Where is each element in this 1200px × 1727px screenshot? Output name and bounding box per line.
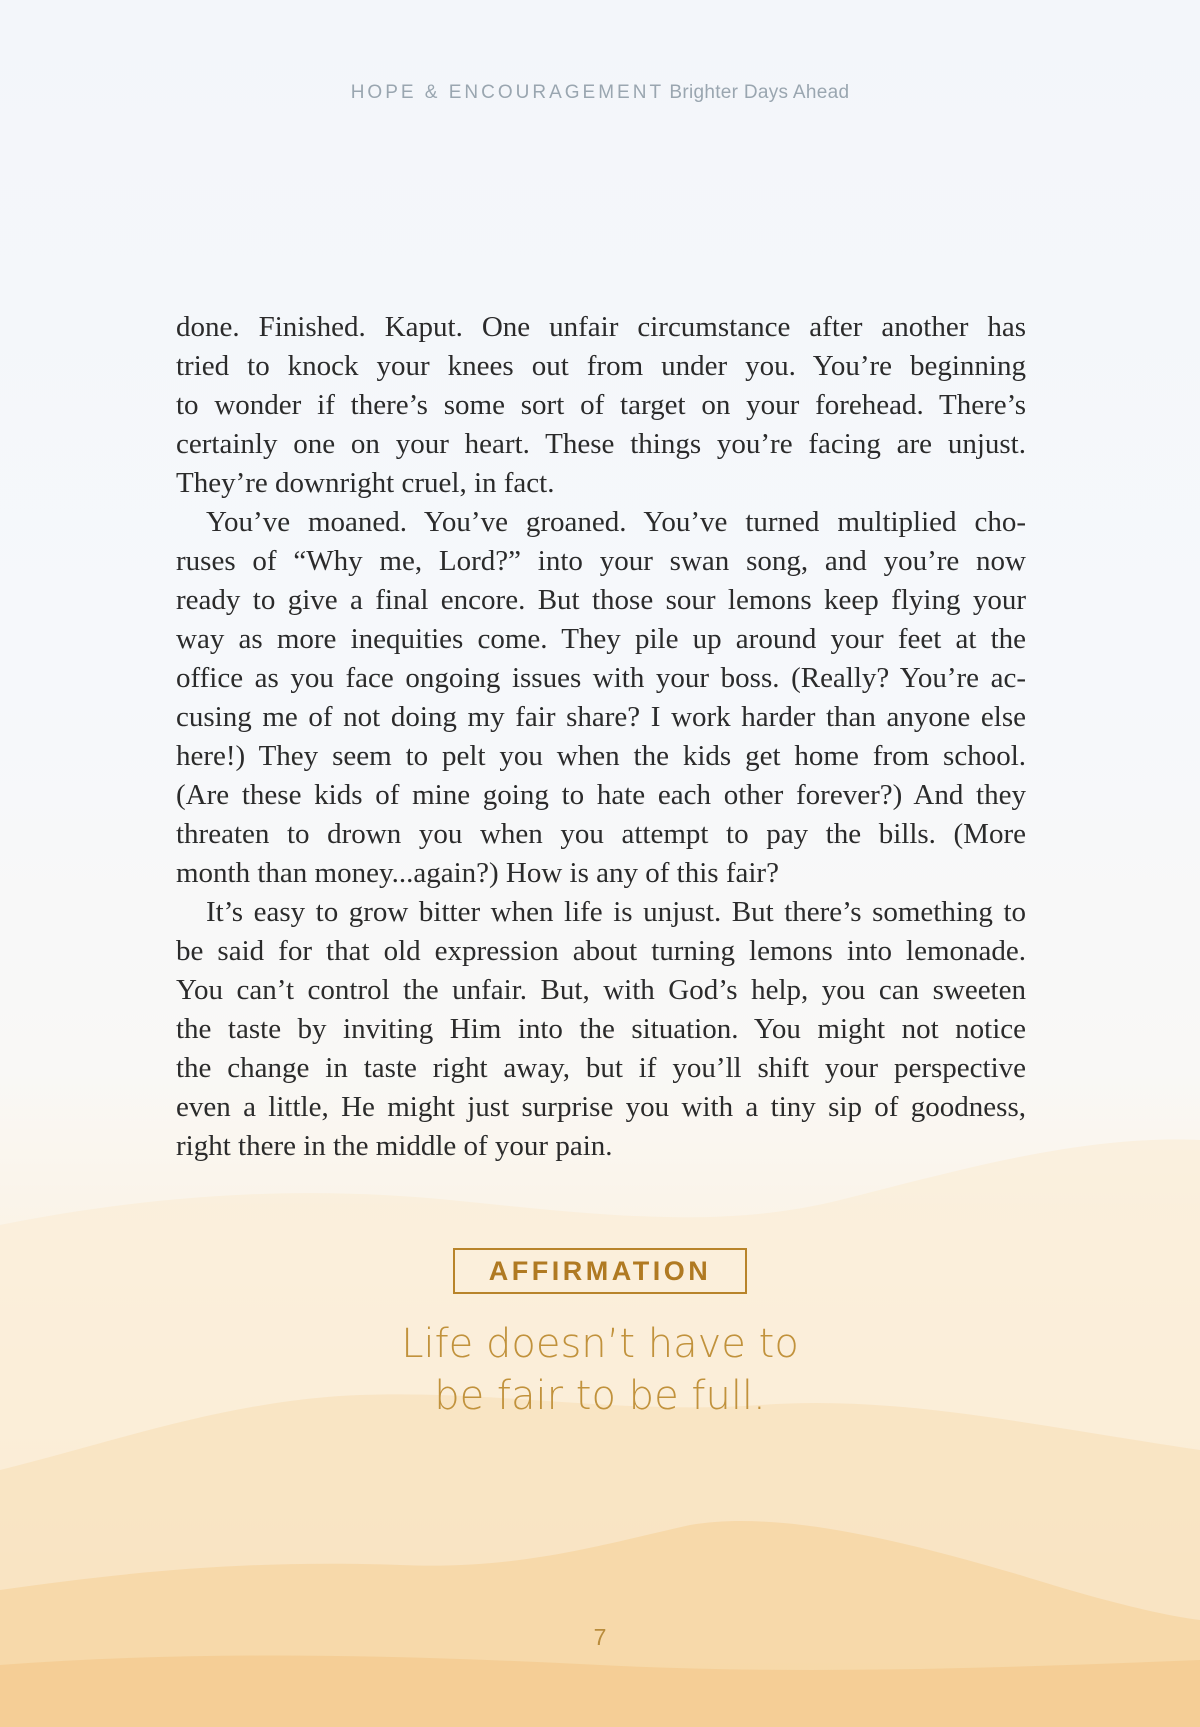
affirmation-quote-line: be fair to be full.	[434, 1373, 766, 1419]
text-line: ready to give a final encore. But those sour lemons keep flying your	[176, 584, 1026, 616]
text-line: They’re downright cruel, in fact.	[176, 467, 555, 499]
affirmation-label: AFFIRMATION	[453, 1248, 747, 1294]
text-line: to wonder if there’s some sort of target on your forehead. There’s	[176, 389, 1026, 421]
text-line: certainly one on your heart. These things you’re facing are unjust.	[176, 428, 1026, 460]
text-line: (Are these kids of mine going to hate each other forever?) And they	[176, 779, 1026, 811]
text-line: ruses of “Why me, Lord?” into your swan song, and you’re now	[176, 545, 1026, 577]
text-line: You’ve moaned. You’ve groaned. You’ve turned multiplied cho-	[206, 506, 1026, 538]
text-line: month than money...again?) How is any of this fair?	[176, 857, 779, 889]
text-line: be said for that old expression about turning lemons into lemonade.	[176, 935, 1026, 967]
running-head-section: HOPE & ENCOURAGEMENT	[350, 82, 665, 103]
text-line: the change in taste right away, but if you’ll shift your perspective	[176, 1052, 1026, 1084]
text-line: way as more inequities come. They pile up around your feet at the	[176, 623, 1026, 655]
text-line: It’s easy to grow bitter when life is unjust. But there’s something to	[206, 896, 1026, 928]
affirmation-quote	[300, 1318, 900, 1422]
page-number: 7	[593, 1624, 607, 1650]
running-head	[0, 82, 1200, 104]
text-line: tried to knock your knees out from under you. You’re beginning	[176, 350, 1026, 382]
text-line: even a little, He might just surprise you with a tiny sip of goodness,	[176, 1091, 1026, 1123]
text-line: right there in the middle of your pain.	[176, 1130, 613, 1162]
text-line: office as you face ongoing issues with your boss. (Really? You’re ac-	[176, 662, 1026, 694]
running-head-title: Brighter Days Ahead	[669, 82, 850, 103]
text-line: done. Finished. Kaput. One unfair circumstance after another has	[176, 311, 1026, 343]
text-line: You can’t control the unfair. But, with God’s help, you can sweeten	[176, 974, 1026, 1006]
affirmation-quote-line: Life doesn’t have to	[401, 1321, 799, 1367]
text-line: the taste by inviting Him into the situation. You might not notice	[176, 1013, 1026, 1045]
text-line: threaten to drown you when you attempt to pay the bills. (More	[176, 818, 1026, 850]
body-text	[176, 308, 1026, 1166]
text-line: here!) They seem to pelt you when the kids get home from school.	[176, 740, 1026, 772]
text-line: cusing me of not doing my fair share? I work harder than anyone else	[176, 701, 1026, 733]
